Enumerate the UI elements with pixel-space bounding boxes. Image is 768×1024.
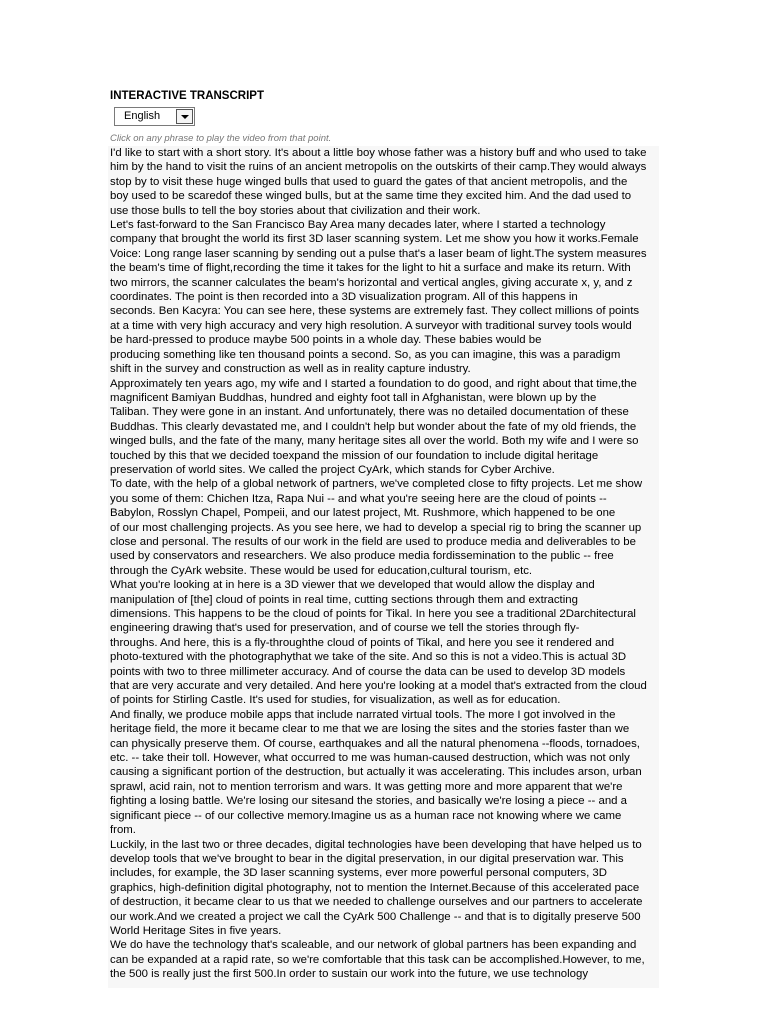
transcript-phrase[interactable]: dimensions. This happens to be the cloud of points for Tikal. In here you see a traditional 2Darchitectural: [110, 608, 636, 620]
transcript-hint: Click on any phrase to play the video from that point.: [110, 133, 332, 144]
transcript-paragraph: [108, 708, 659, 838]
transcript-phrase[interactable]: causing a significant portion of the destruction, but actually it was accelerating. This includes arson, urban: [110, 766, 642, 779]
transcript-phrase[interactable]: company that brought the world its first 3D laser scanning system. Let me show you how it works.Female: [110, 233, 639, 246]
transcript-body: [108, 146, 659, 988]
transcript-paragraph: [108, 377, 659, 478]
transcript-phrase[interactable]: that are very accurate and very detailed. And here you're looking at a model that's extracted from the cloud: [110, 680, 647, 693]
transcript-phrase[interactable]: two mirrors, the scanner calculates the beam's horizontal and vertical angles, giving accurate x, y, and z: [110, 276, 633, 289]
transcript-phrase[interactable]: etc. -- take their toll. However, what occurred to me was human-caused destruction, which was not only: [110, 752, 630, 765]
transcript-phrase[interactable]: close and personal. The results of our work in the field are used to produce media and deliverables to be: [110, 535, 636, 548]
transcript-phrase[interactable]: of destruction, it became clear to us that we needed to challenge ourselves and our partners to accelerate: [110, 896, 643, 909]
transcript-phrase[interactable]: our work.And we created a project we call the CyArk 500 Challenge -- and that is to digitally preserve 500: [110, 910, 641, 923]
language-select[interactable]: [114, 107, 195, 126]
transcript-phrase[interactable]: producing something like ten thousand points a second. So, as you can imagine, this was a paradigm: [110, 348, 621, 361]
transcript-paragraph: [108, 146, 659, 218]
transcript-phrase[interactable]: throughs. And here, this is a fly-throughthe cloud of points of Tikal, and here you see it rendered and: [110, 636, 615, 649]
transcript-phrase[interactable]: Buddhas. This clearly devastated me, and I couldn't help but wonder about the fate of my old friends, the: [110, 420, 637, 433]
transcript-phrase[interactable]: develop tools that we've brought to bear in the digital preservation, in our digital preservation war. This: [110, 852, 624, 865]
transcript-phrase[interactable]: boy used to be scaredof these winged bulls, but at the same time they excited him. And the dad used to: [110, 190, 632, 203]
transcript-phrase[interactable]: preservation of world sites. We called the project CyArk, which stands for Cyber Archive.: [110, 463, 555, 476]
transcript-phrase[interactable]: be hard-pressed to produce maybe 500 points in a whole day. These babies would be: [110, 334, 542, 347]
transcript-phrase[interactable]: To date, with the help of a global network of partners, we've completed close to fifty projects. Let me show: [110, 478, 643, 491]
transcript-paragraph: [108, 838, 659, 939]
transcript-phrase[interactable]: sprawl, acid rain, not to mention terrorism and wars. It was getting more and more apparent that we're: [110, 780, 623, 793]
transcript-phrase[interactable]: of our most challenging projects. As you see here, we had to develop a special rig to bring the scanner up: [110, 521, 642, 534]
transcript-paragraph: [108, 938, 659, 981]
transcript-phrase[interactable]: him by the hand to visit the ruins of an ancient metropolis on the outskirts of their camp.They would always: [110, 161, 647, 174]
transcript-phrase[interactable]: seconds. Ben Kacyra: You can see here, these systems are extremely fast. They collect millions of points: [110, 305, 640, 318]
transcript-phrase[interactable]: of points for Stirling Castle. It's used for studies, for visualization, as well as for education.: [110, 694, 561, 707]
transcript-phrase[interactable]: And finally, we produce mobile apps that include narrated virtual tools. The more I got involved in the: [110, 708, 616, 721]
transcript-paragraph: [108, 477, 659, 578]
transcript-phrase[interactable]: from.: [110, 824, 136, 837]
transcript-phrase[interactable]: use those bulls to tell the boy stories about that civilization and their work.: [110, 204, 481, 217]
transcript-phrase[interactable]: significant piece -- of our collective memory.Imagine us as a human race not knowing where we came: [110, 809, 622, 822]
transcript-phrase[interactable]: Approximately ten years ago, my wife and I started a foundation to do good, and right about that time,the: [110, 377, 637, 390]
transcript-phrase[interactable]: you some of them: Chichen Itza, Rapa Nui -- and what you're seeing here are the cloud of points --: [110, 492, 607, 505]
transcript-phrase[interactable]: stop by to visit these huge winged bulls that used to guard the gates of that ancient metropolis, and the: [110, 175, 628, 188]
transcript-phrase[interactable]: through the CyArk website. These would be used for education,cultural tourism, etc.: [110, 564, 533, 577]
page-title: INTERACTIVE TRANSCRIPT: [110, 90, 264, 102]
transcript-phrase[interactable]: shift in the survey and construction as well as in reality capture industry.: [110, 363, 471, 376]
transcript-phrase[interactable]: engineering drawing that's used for preservation, and of course we tell the stories through fly-: [110, 622, 580, 635]
transcript-phrase[interactable]: magnificent Bamiyan Buddhas, hundred and eighty foot tall in Afghanistan, were blown up by the: [110, 391, 597, 404]
transcript-phrase[interactable]: fighting a losing battle. We're losing our sitesand the stories, and basically we're losing a piece -- and a: [110, 795, 628, 808]
transcript-phrase[interactable]: touched by this that we decided toexpand the mission of our foundation to include digital heritage: [110, 449, 599, 462]
language-select-value: English: [124, 110, 161, 122]
transcript-phrase[interactable]: World Heritage Sites in five years.: [110, 924, 282, 937]
transcript-phrase[interactable]: Voice: Long range laser scanning by sending out a pulse that's a laser beam of light.The system measures: [110, 247, 647, 260]
transcript-phrase[interactable]: the 500 is really just the first 500.In order to sustain our work into the future, we use technology: [110, 968, 589, 981]
transcript-phrase[interactable]: heritage field, the more it became clear to me that we are losing the sites and the stories faster than we: [110, 723, 630, 736]
transcript-phrase[interactable]: I'd like to start with a short story. It's about a little boy whose father was a history buff and who used to take: [110, 147, 647, 159]
transcript-phrase[interactable]: Let's fast-forward to the San Francisco Bay Area many decades later, where I started a technology: [110, 219, 606, 232]
transcript-phrase[interactable]: Babylon, Rosslyn Chapel, Pompeii, and our latest project, Mt. Rushmore, which happened to be one: [110, 507, 616, 520]
transcript-paragraph: [108, 578, 659, 708]
transcript-phrase[interactable]: at a time with very high accuracy and very high resolution. A surveyor with traditional survey tools would: [110, 319, 632, 332]
transcript-phrase[interactable]: Luckily, in the last two or three decades, digital technologies have been developing that have helped us to: [110, 838, 642, 851]
transcript-phrase[interactable]: the beam's time of flight,recording the time it takes for the light to hit a surface and make its return. With: [110, 262, 631, 275]
transcript-phrase[interactable]: winged bulls, and the fate of the many, many heritage sites all over the world. Both my wife and I were so: [110, 435, 639, 448]
transcript-phrase[interactable]: photo-textured with the photographythat we take of the site. And so this is not a video.This is actual 3D: [110, 651, 627, 664]
transcript-phrase[interactable]: What you're looking at in here is a 3D viewer that we developed that would allow the display and: [110, 579, 595, 592]
chevron-down-icon[interactable]: [176, 109, 193, 124]
transcript-paragraph: [108, 218, 659, 376]
transcript-phrase[interactable]: used by conservators and researchers. We also produce media fordissemination to the public -- free: [110, 550, 614, 563]
transcript-phrase[interactable]: can be expanded at a rapid rate, so we're comfortable that this task can be accomplished.However, to me,: [110, 953, 645, 966]
transcript-phrase[interactable]: graphics, high-definition digital photography, not to mention the Internet.Because of this accelerated pace: [110, 881, 640, 894]
transcript-phrase[interactable]: includes, for example, the 3D laser scanning systems, ever more powerful personal computers, 3D: [110, 867, 607, 880]
transcript-phrase[interactable]: We do have the technology that's scaleable, and our network of global partners has been expanding and: [110, 939, 637, 952]
transcript-phrase[interactable]: can physically preserve them. Of course, earthquakes and all the natural phenomena --floods, tornadoes,: [110, 737, 640, 750]
transcript-phrase[interactable]: coordinates. The point is then recorded into a 3D visualization program. All of this happens in: [110, 291, 578, 304]
transcript-phrase[interactable]: points with two to three millimeter accuracy. And of course the data can be used to develop 3D models: [110, 665, 626, 678]
transcript-phrase[interactable]: manipulation of [the] cloud of points in real time, cutting sections through them and extracting: [110, 593, 578, 606]
transcript-phrase[interactable]: Taliban. They were gone in an instant. And unfortunately, there was no detailed documentation of these: [110, 406, 629, 419]
